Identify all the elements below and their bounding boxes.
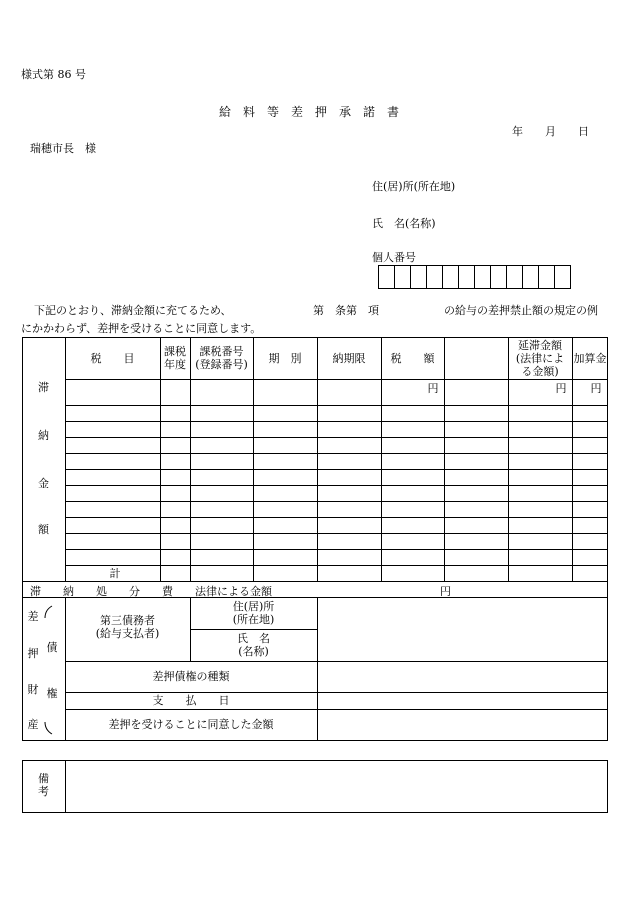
- yen-surcharge: 円: [590, 382, 602, 395]
- document-title: 給料等差押承諾書: [218, 105, 411, 119]
- date-year: 年: [512, 125, 523, 138]
- seizure-sub-2: 権: [46, 687, 58, 700]
- agreed-amount-label: 差押を受けることに同意した金額: [108, 718, 274, 731]
- header-tax-item: 税 目: [90, 352, 135, 365]
- date-month: 月: [545, 125, 556, 138]
- date-day: 日: [578, 125, 589, 138]
- debtor-name-label: 氏 名 (名称): [237, 632, 270, 659]
- intro-line1b: 第 条第 項: [313, 304, 379, 317]
- header-tax-no: 課税番号 (登録番号): [195, 345, 248, 372]
- mynumber-label: 個人番号: [372, 251, 416, 264]
- seizure-label-3: 財: [27, 683, 39, 696]
- header-tax-amount: 税 額: [390, 352, 435, 365]
- intro-line1c: の給与の差押禁止額の規定の例: [444, 304, 598, 317]
- disposition-label: 滞 納 処 分 費 法律による金額: [30, 585, 272, 598]
- intro-line2: にかかわらず、差押を受けることに同意します。: [21, 322, 262, 335]
- seizure-label-2: 押: [27, 647, 39, 660]
- addressee: 瑞穂市長 様: [30, 142, 96, 155]
- form-number: 様式第 86 号: [21, 68, 86, 81]
- debtor-address-label: 住(居)所 (所在地): [232, 600, 275, 627]
- seizure-label-1: 差: [27, 610, 39, 623]
- header-tax-year: 課税 年度: [164, 345, 186, 372]
- yen-late: 円: [555, 382, 567, 395]
- claim-kind-label: 差押債権の種類: [152, 670, 230, 683]
- disposition-yen: 円: [440, 585, 451, 598]
- remarks-label: 備 考: [38, 772, 49, 799]
- yen-tax: 円: [427, 382, 439, 395]
- header-period: 期 別: [268, 352, 302, 365]
- section-label-1: 滞: [38, 381, 49, 394]
- header-due: 納期限: [332, 352, 366, 365]
- address-label: 住(居)所(所在地): [372, 180, 456, 193]
- section-label-2: 納: [38, 429, 49, 442]
- section-label-4: 額: [38, 523, 49, 536]
- intro-line1a: 下記のとおり、滞納金額に充てるため、: [34, 304, 232, 317]
- total-label: 計: [109, 567, 121, 580]
- section-label-3: 金: [38, 477, 49, 490]
- header-late-fee: 延滞金額 (法律によ る金額): [515, 339, 565, 379]
- seizure-sub-1: 債: [46, 641, 58, 654]
- header-surcharge: 加算金: [573, 352, 607, 365]
- name-label: 氏 名(名称): [372, 217, 436, 230]
- seizure-label-4: 産: [27, 718, 39, 731]
- payment-day-label: 支 払 日: [152, 694, 230, 707]
- third-debtor-label: 第三債務者 (給与支払者): [95, 614, 160, 641]
